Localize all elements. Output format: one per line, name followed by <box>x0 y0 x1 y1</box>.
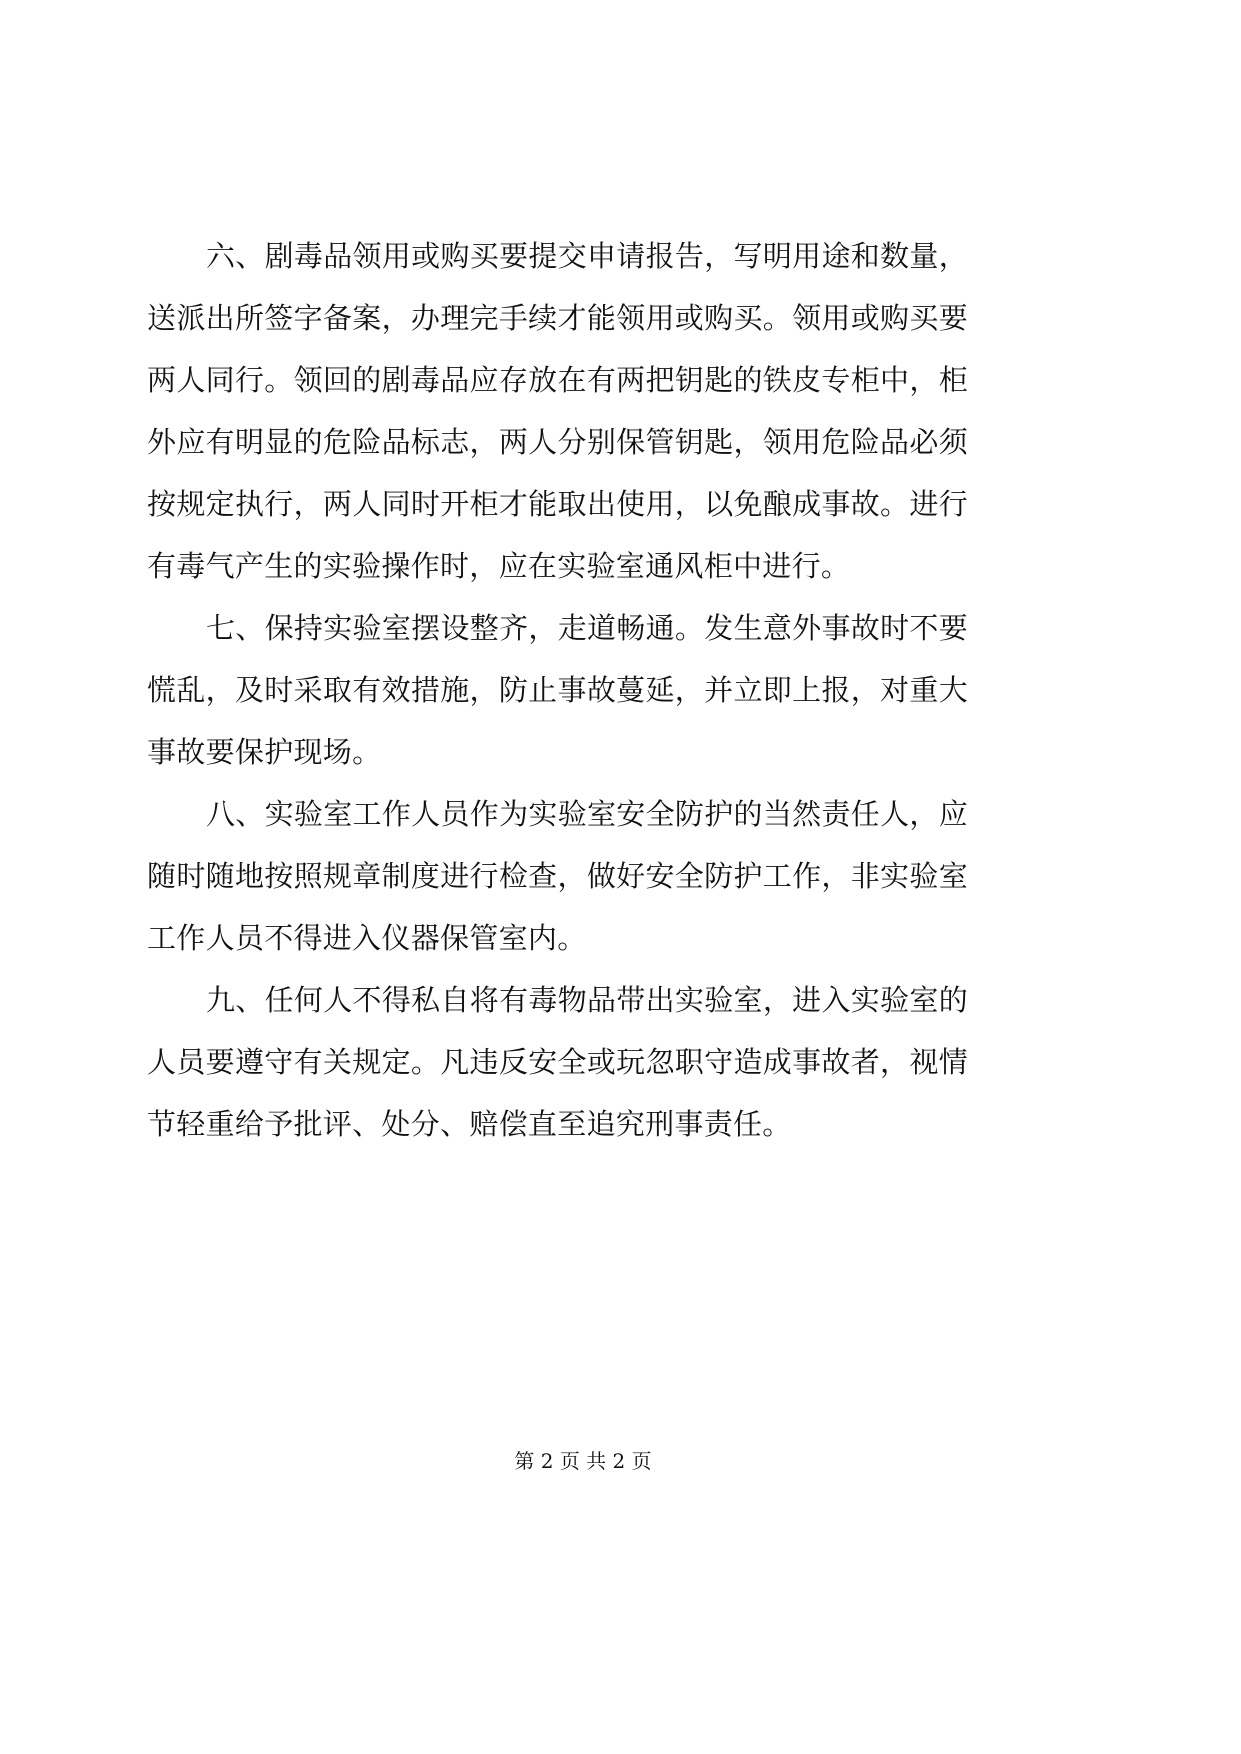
text-line: 两人同行。领回的剧毒品应存放在有两把钥匙的铁皮专柜中，柜 <box>147 363 968 397</box>
paragraph-6 <box>147 225 968 597</box>
paragraph-8 <box>147 783 968 969</box>
text-line: 八、实验室工作人员作为实验室安全防护的当然责任人，应 <box>206 797 968 831</box>
page-footer: 第 2 页 共 2 页 <box>514 1449 652 1473</box>
text-line: 外应有明显的危险品标志，两人分别保管钥匙，领用危险品必须 <box>147 425 968 459</box>
text-line: 六、剧毒品领用或购买要提交申请报告，写明用途和数量， <box>206 239 968 273</box>
text-line: 送派出所签字备案，办理完手续才能领用或购买。领用或购买要 <box>147 301 968 335</box>
text-line: 有毒气产生的实验操作时，应在实验室通风柜中进行。 <box>147 549 851 583</box>
text-line: 工作人员不得进入仪器保管室内。 <box>147 921 587 955</box>
paragraph-7 <box>147 597 968 783</box>
text-line: 随时随地按照规章制度进行检查，做好安全防护工作，非实验室 <box>147 859 968 893</box>
text-line: 慌乱，及时采取有效措施，防止事故蔓延，并立即上报，对重大 <box>147 673 968 707</box>
paragraph-9 <box>147 969 968 1155</box>
text-line: 人员要遵守有关规定。凡违反安全或玩忽职守造成事故者，视情 <box>147 1045 968 1079</box>
text-line: 节轻重给予批评、处分、赔偿直至追究刑事责任。 <box>147 1107 792 1141</box>
text-line: 七、保持实验室摆设整齐，走道畅通。发生意外事故时不要 <box>206 611 968 645</box>
document-body <box>147 225 968 1155</box>
text-line: 按规定执行，两人同时开柜才能取出使用，以免酿成事故。进行 <box>147 487 968 521</box>
text-line: 九、任何人不得私自将有毒物品带出实验室，进入实验室的 <box>206 983 968 1017</box>
text-line: 事故要保护现场。 <box>147 735 382 769</box>
